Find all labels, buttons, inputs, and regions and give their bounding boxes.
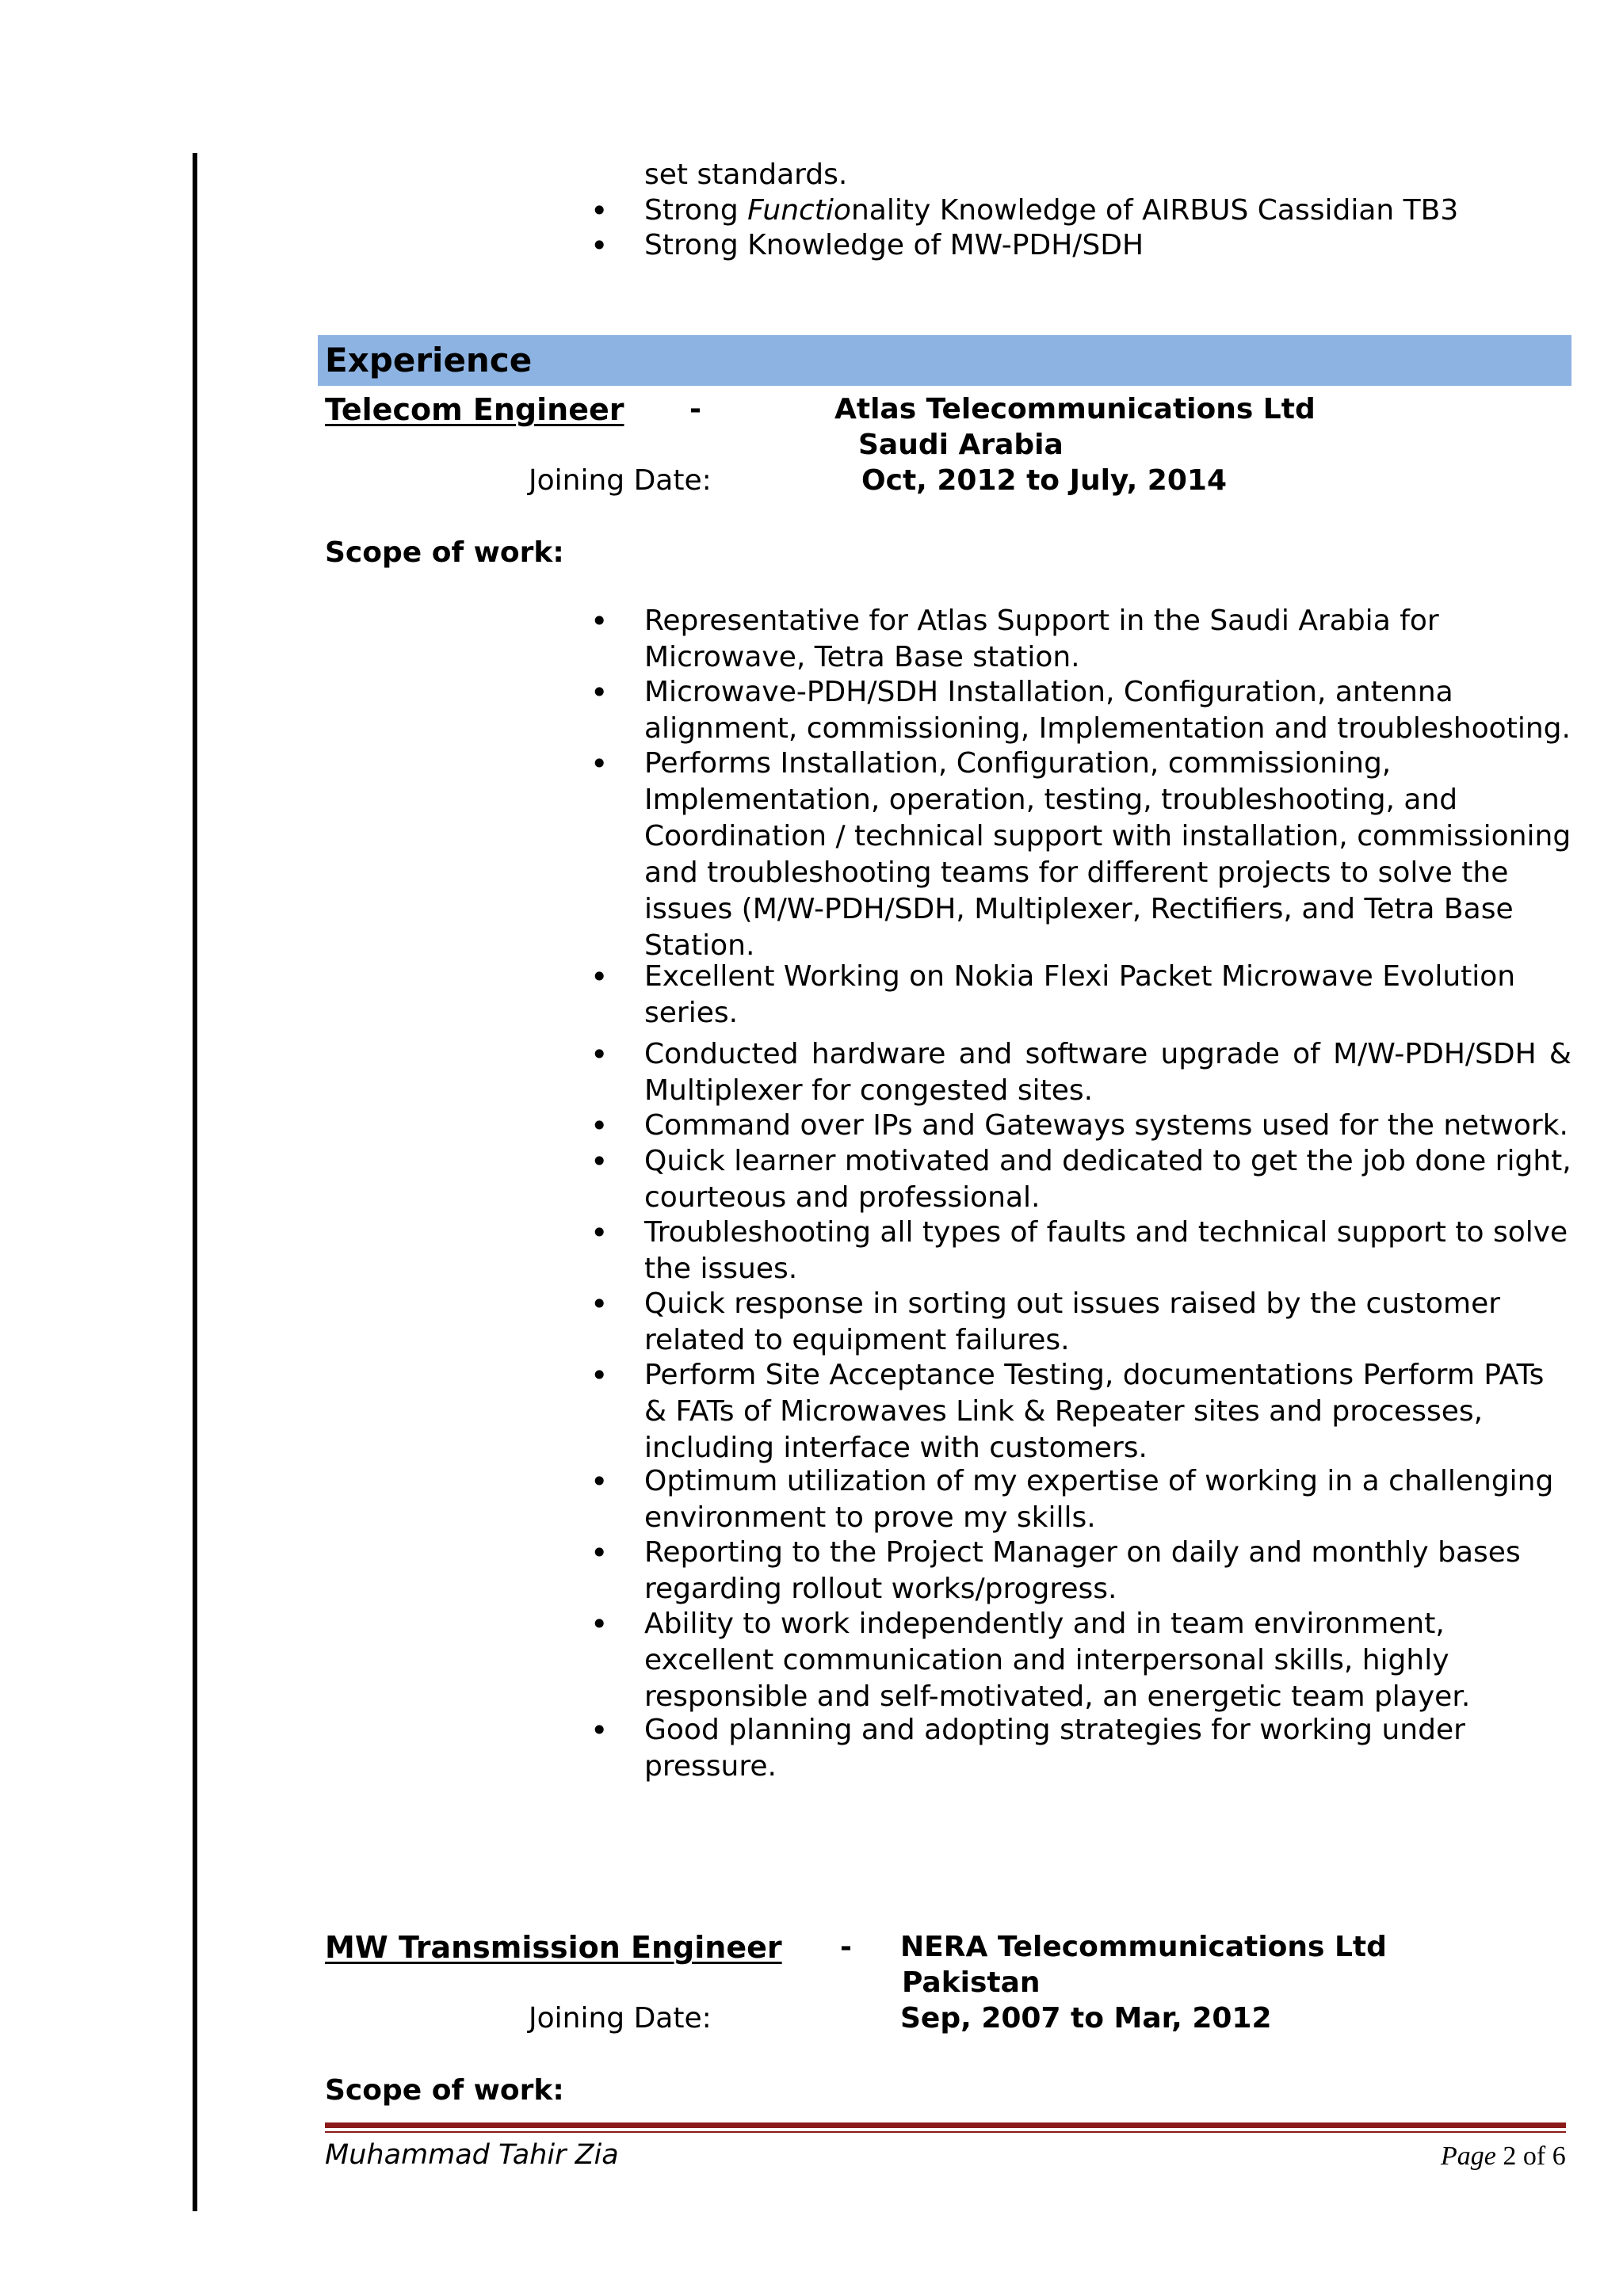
list-item: • Troubleshooting all types of faults and technical support to solve the issues. [644,1215,1571,1287]
skill-bullet-pdh-sdh: • Strong Knowledge of MW-PDH/SDH [644,227,1571,264]
list-item: • Reporting to the Project Manager on daily and monthly bases regarding rollout works/progress. [644,1535,1571,1608]
list-item: • Excellent Working on Nokia Flexi Packet Microwave Evolution series. [644,959,1571,1032]
list-item: • Good planning and adopting strategies for working under pressure. [644,1712,1571,1785]
skill-bullet-airbus: • Strong Functionality Knowledge of AIRBUS Cassidian TB3 [644,193,1571,229]
left-margin-rule [193,153,197,2211]
scope-of-work-label: Scope of work: [325,536,564,569]
list-item: • Perform Site Acceptance Testing, documentations Perform PATs & FATs of Microwaves Link & Repeater sites and processes, including interface with customers. [644,1357,1571,1466]
list-item: • Representative for Atlas Support in the Saudi Arabia for Microwave, Tetra Base station. [644,603,1571,676]
job-title: MW Transmission Engineer [325,1930,782,1965]
continuation-text: set standards. [644,158,848,191]
list-item: • Conducted hardware and software upgrade of M/W-PDH/SDH & Multiplexer for congested sites. [644,1036,1571,1109]
company-country: Saudi Arabia [858,429,1064,461]
joining-date-label: Joining Date: [529,2002,712,2035]
list-item: • Microwave-PDH/SDH Installation, Configuration, antenna alignment, commissioning, Implementation and troubleshooting. [644,674,1571,747]
company-country: Pakistan [902,1966,1041,1999]
list-item: • Quick learner motivated and dedicated to get the job done right, courteous and professional. [644,1143,1571,1216]
list-item: • Optimum utilization of my expertise of working in a challenging environment to prove my skills. [644,1463,1571,1536]
joining-date-label: Joining Date: [529,464,712,497]
list-item: • Ability to work independently and in team environment, excellent communication and interpersonal skills, highly responsible and self-motivated, an energetic team player. [644,1606,1571,1715]
footer-author-name: Muhammad Tahir Zia [325,2139,619,2171]
section-title: Experience [325,341,533,379]
list-item: • Command over IPs and Gateways systems used for the network. [644,1108,1571,1144]
company-name: NERA Telecommunications Ltd [900,1931,1387,1963]
scope-of-work-label: Scope of work: [325,2074,564,2107]
job-title: Telecom Engineer [325,392,624,427]
job-dash: - [689,393,701,425]
job-dash: - [840,1931,852,1963]
footer-rule [325,2122,1566,2128]
joining-date-value: Oct, 2012 to July, 2014 [861,464,1228,497]
joining-date-value: Sep, 2007 to Mar, 2012 [900,2002,1272,2035]
company-name: Atlas Telecommunications Ltd [834,393,1316,425]
list-item: • Performs Installation, Configuration, commissioning, Implementation, operation, testing, troubleshooting, and Coordination / technical support with installation, commissioning and troubleshooting teams for different projects to solve the issues (M/W-PDH/SDH, Multiplexer, Rectifiers, and Tetra Base Station. [644,746,1571,964]
section-header-experience [318,335,1571,386]
footer-page-number: Page 2 of 6 [1441,2142,1566,2171]
footer-rule-thin [325,2131,1566,2133]
list-item: • Quick response in sorting out issues raised by the customer related to equipment failures. [644,1286,1571,1359]
